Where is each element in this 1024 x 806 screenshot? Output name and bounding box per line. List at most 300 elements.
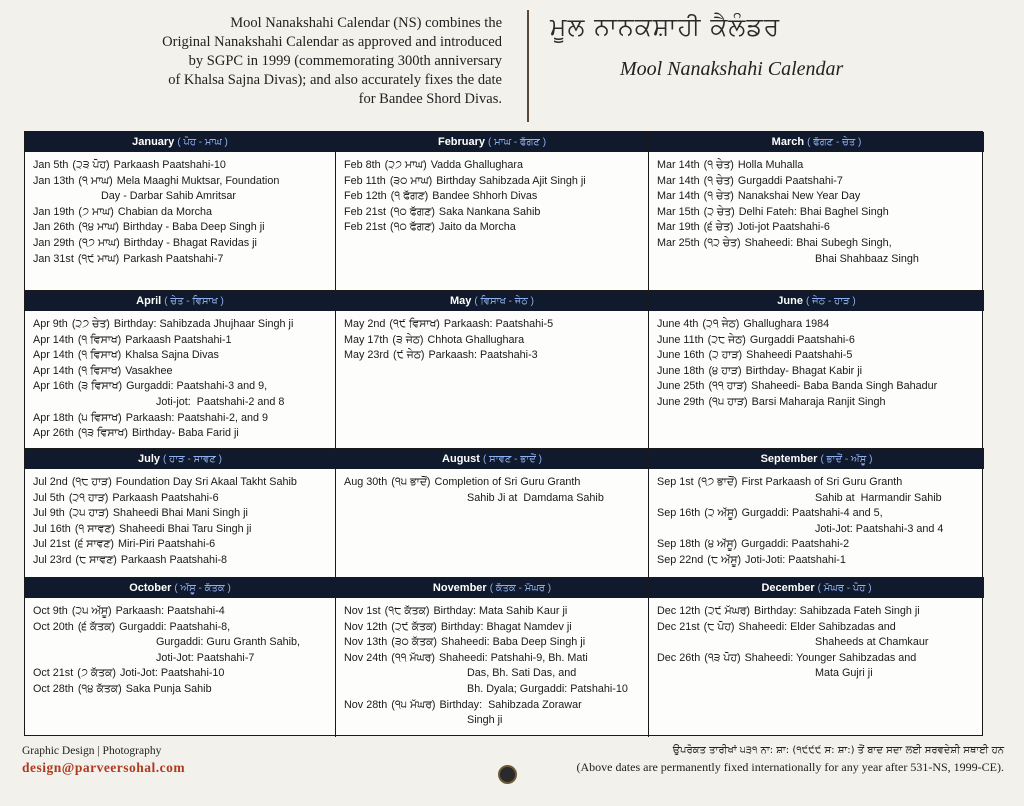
event-nanakshahi-date: (੮ ਸਾਵਣ) xyxy=(75,553,117,566)
event-date: Jul 5th xyxy=(33,491,65,504)
month-january xyxy=(25,132,336,291)
month-name: June xyxy=(777,295,803,307)
event-name: Parkaash: Paatshahi-4 xyxy=(115,605,225,617)
event-name: Gurgaddi Paatshahi-6 xyxy=(749,333,855,346)
month-name: October xyxy=(129,582,172,594)
event-list xyxy=(649,311,984,411)
event-nanakshahi-date: (੧੮ ਕੱਤਕ) xyxy=(384,605,430,617)
event-date: Mar 14th xyxy=(657,159,700,171)
event-nanakshahi-date: (੩ ਜੇਠ) xyxy=(392,333,424,346)
month-punjabi: ( ਮੱਘਰ - ਪੋਹ ) xyxy=(817,583,872,594)
event-row xyxy=(657,333,984,349)
event-name: Delhi Fateh: Bhai Baghel Singh xyxy=(738,205,889,218)
month-punjabi: ( ਫੱਗਣ - ਚੇਤ ) xyxy=(807,137,862,148)
event-date: Jan 5th xyxy=(33,159,69,171)
event-row xyxy=(33,426,335,442)
event-name: Sahib at Harmandir Sahib xyxy=(815,491,942,504)
event-date: Oct 20th xyxy=(33,620,74,633)
event-nanakshahi-date: (੧ ਵਿਸਾਖ) xyxy=(77,333,122,346)
month-punjabi: ( ਜੇਠ - ਹਾੜ ) xyxy=(805,296,856,307)
event-nanakshahi-date: (੧ ਸਾਵਣ) xyxy=(74,522,115,535)
event-name: Birthday: Mata Sahib Kaur ji xyxy=(433,605,568,617)
event-row xyxy=(344,317,648,333)
event-name: Holla Muhalla xyxy=(737,159,804,171)
event-row xyxy=(657,379,984,395)
month-may xyxy=(336,291,649,449)
month-july xyxy=(25,449,336,578)
event-row xyxy=(344,713,648,729)
event-date: Dec 21st xyxy=(657,620,700,633)
event-row xyxy=(344,698,648,714)
event-row xyxy=(33,189,335,205)
event-date: Mar 15th xyxy=(657,205,700,218)
event-row xyxy=(33,537,335,553)
event-row xyxy=(33,475,335,491)
event-row xyxy=(344,158,648,174)
event-list xyxy=(649,469,984,569)
event-nanakshahi-date: (੨੯ ਕੱਤਕ) xyxy=(391,620,437,633)
event-row xyxy=(344,635,648,651)
month-punjabi: ( ਚੇਤ - ਵਿਸਾਖ ) xyxy=(164,296,224,307)
calendar-description xyxy=(100,14,502,109)
event-name: Gurgaddi: Paatshahi-3 and 9, xyxy=(126,380,268,393)
event-row xyxy=(344,189,648,205)
event-row xyxy=(657,604,984,620)
month-name: August xyxy=(442,453,480,465)
event-date: Apr 14th xyxy=(33,364,74,377)
event-row xyxy=(657,236,984,252)
event-name: Das, Bh. Sati Das, and xyxy=(467,667,577,680)
month-header xyxy=(649,449,984,469)
event-nanakshahi-date: (੨ ਅੱਸੂ) xyxy=(704,507,738,520)
event-list xyxy=(25,311,335,442)
header-divider xyxy=(527,10,529,122)
event-name: Parkaash: Paatshahi-2, and 9 xyxy=(125,411,269,424)
event-nanakshahi-date: (੧ ਚੇਤ) xyxy=(703,159,734,171)
event-nanakshahi-date: (੩ ਵਿਸਾਖ) xyxy=(77,380,123,393)
event-row xyxy=(33,553,335,569)
event-nanakshahi-date: (੧੩ ਪੋਹ) xyxy=(704,651,741,664)
event-date: May 17th xyxy=(344,333,389,346)
event-date: Mar 14th xyxy=(657,190,700,203)
event-nanakshahi-date: (੨੭ ਮਾਘ) xyxy=(384,159,427,171)
event-row xyxy=(33,506,335,522)
month-november xyxy=(336,578,649,737)
month-header xyxy=(649,578,984,598)
month-header xyxy=(25,132,335,152)
event-nanakshahi-date: (੨੮ ਜੇਠ) xyxy=(707,333,746,346)
event-nanakshahi-date: (੧ ਵਿਸਾਖ) xyxy=(77,349,122,362)
hanging-hole xyxy=(498,765,517,784)
event-date: Nov 13th xyxy=(344,636,388,649)
event-name: Saka Punja Sahib xyxy=(125,682,212,695)
event-name: Shaheedi: Patshahi-9, Bh. Mati xyxy=(438,651,588,664)
event-nanakshahi-date: (੧੩ ਵਿਸਾਖ) xyxy=(77,427,128,440)
month-name: September xyxy=(760,453,818,465)
event-name: Gurgaddi: Paatshahi-8, xyxy=(119,620,231,633)
event-nanakshahi-date: (੧ ਚੇਤ) xyxy=(703,190,734,203)
event-row xyxy=(657,317,984,333)
event-date: Jul 9th xyxy=(33,507,65,520)
event-name: Shaheedi Paatshahi-5 xyxy=(746,349,853,362)
month-punjabi: ( ਕੱਤਕ - ਮੱਘਰ ) xyxy=(489,583,552,594)
event-nanakshahi-date: (੧੦ ਫੱਗਣ) xyxy=(390,205,435,218)
event-list xyxy=(25,152,335,267)
event-name: Shaheedi: Elder Sahibzadas and xyxy=(738,620,896,633)
event-name: Parkaash Paatshahi-8 xyxy=(120,553,228,566)
event-name: Shaheedi: Baba Deep Singh ji xyxy=(441,636,586,649)
event-row xyxy=(33,411,335,427)
event-nanakshahi-date: (੨੧ ਹਾੜ) xyxy=(68,491,109,504)
event-nanakshahi-date: (੧੯ ਵਿਸਾਖ) xyxy=(389,318,440,330)
event-row xyxy=(33,491,335,507)
event-nanakshahi-date: (੨ ਹਾੜ) xyxy=(708,349,743,362)
event-nanakshahi-date: (੫ ਵਿਸਾਖ) xyxy=(77,411,122,424)
event-row xyxy=(33,252,335,268)
event-nanakshahi-date: (੧ ਵਿਸਾਖ) xyxy=(77,364,122,377)
event-row xyxy=(657,635,984,651)
event-name: Mata Gujri ji xyxy=(815,667,873,680)
month-punjabi: ( ਸਾਵਣ - ਭਾਦੋਂ ) xyxy=(482,454,542,465)
event-row xyxy=(344,205,648,221)
event-name: Bhai Shahbaaz Singh xyxy=(815,252,919,265)
event-nanakshahi-date: (੧੯ ਮਾਘ) xyxy=(77,252,120,265)
event-nanakshahi-date: (੨੫ ਅੱਸੂ) xyxy=(71,605,112,617)
month-october xyxy=(25,578,336,737)
month-header xyxy=(336,132,648,152)
event-nanakshahi-date: (੪ ਹਾੜ) xyxy=(708,364,742,377)
description-line: Original Nanakshahi Calendar as approved and introduced xyxy=(162,34,502,50)
event-nanakshahi-date: (੧੭ ਮਾਘ) xyxy=(78,236,120,249)
month-september xyxy=(649,449,984,578)
month-header xyxy=(25,291,335,311)
event-list xyxy=(336,469,648,506)
event-nanakshahi-date: (੨੭ ਚੇਤ) xyxy=(71,318,110,330)
event-row xyxy=(33,236,335,252)
event-date: Jan 19th xyxy=(33,205,75,218)
event-list xyxy=(649,598,984,682)
event-row xyxy=(344,220,648,236)
event-list xyxy=(25,598,335,698)
event-name: Joti-Jot: Paatshahi-3 and 4 xyxy=(815,522,944,535)
event-name: Vasakhee xyxy=(125,364,173,377)
title-punjabi: ਮੂਲ ਨਾਨਕਸ਼ਾਹੀ ਕੈਲੰਡਰ xyxy=(550,12,781,41)
event-nanakshahi-date: (੭ ਮਾਘ) xyxy=(78,205,114,218)
event-row xyxy=(33,158,335,174)
event-name: Shaheedi- Baba Banda Singh Bahadur xyxy=(751,380,938,393)
event-date: Mar 14th xyxy=(657,174,700,187)
event-date: June 18th xyxy=(657,364,705,377)
event-date: June 25th xyxy=(657,380,705,393)
event-date: Feb 21st xyxy=(344,205,387,218)
footer-credits xyxy=(22,745,185,776)
event-date: Jul 23rd xyxy=(33,553,72,566)
event-name: Mela Maaghi Muktsar, Foundation xyxy=(116,174,280,187)
month-name: March xyxy=(771,136,805,148)
event-name: Shaheedi Bhai Mani Singh ji xyxy=(112,507,248,520)
event-name: Parkaash Paatshahi-10 xyxy=(113,159,226,171)
event-name: Singh ji xyxy=(467,714,503,727)
event-name: Parkaash: Paatshahi-5 xyxy=(443,318,554,330)
event-date: Sep 16th xyxy=(657,507,701,520)
event-date: Apr 14th xyxy=(33,333,74,346)
month-december xyxy=(649,578,984,737)
event-list xyxy=(25,469,335,569)
event-name: Completion of Sri Guru Granth xyxy=(434,476,581,488)
event-name: Miri-Piri Paatshahi-6 xyxy=(117,538,216,551)
event-date: Apr 9th xyxy=(33,318,68,330)
event-date: June 11th xyxy=(657,333,704,346)
event-row xyxy=(33,620,335,636)
event-name: Parkaash: Paatshahi-3 xyxy=(428,349,538,362)
event-name: Birthday - Bhagat Ravidas ji xyxy=(123,236,257,249)
event-nanakshahi-date: (੧੪ ਕੱਤਕ) xyxy=(77,682,122,695)
month-header xyxy=(336,449,648,469)
event-row xyxy=(657,666,984,682)
event-name: Barsi Maharaja Ranjit Singh xyxy=(751,395,886,408)
event-name: Jaito da Morcha xyxy=(438,221,516,234)
event-nanakshahi-date: (੬ ਸਾਵਣ) xyxy=(74,538,114,551)
event-date: Oct 9th xyxy=(33,605,68,617)
calendar-grid xyxy=(24,131,983,736)
event-row xyxy=(33,395,335,411)
event-row xyxy=(657,395,984,411)
event-nanakshahi-date: (੨੫ ਹਾੜ) xyxy=(68,507,109,520)
event-name: Shaheedi: Bhai Subegh Singh, xyxy=(744,236,892,249)
event-list xyxy=(336,311,648,364)
event-name: Gurgaddi: Guru Granth Sahib, xyxy=(156,636,301,649)
event-name: Parkash Paatshahi-7 xyxy=(123,252,224,265)
event-row xyxy=(657,364,984,380)
month-header xyxy=(336,291,648,311)
event-date: Apr 14th xyxy=(33,349,74,362)
month-header xyxy=(25,578,335,598)
event-nanakshahi-date: (੩੦ ਮਾਘ) xyxy=(389,174,433,187)
month-header xyxy=(25,449,335,469)
event-row xyxy=(33,348,335,364)
event-row xyxy=(657,348,984,364)
event-nanakshahi-date: (੮ ਅੱਸੂ) xyxy=(707,553,742,566)
event-row xyxy=(33,205,335,221)
event-name: Joti-Jot: Paatshahi-10 xyxy=(120,667,225,680)
note-english: (Above dates are permanently fixed internationally for any year after 531-NS, 1999-CE). xyxy=(576,760,1004,774)
event-nanakshahi-date: (੪ ਅੱਸੂ) xyxy=(704,538,738,551)
event-row xyxy=(33,682,335,698)
event-row xyxy=(344,604,648,620)
event-date: May 2nd xyxy=(344,318,386,330)
event-row xyxy=(657,205,984,221)
event-row xyxy=(657,220,984,236)
event-nanakshahi-date: (੧੭ ਭਾਦੋਂ) xyxy=(697,476,738,488)
event-name: Vadda Ghallughara xyxy=(430,159,523,171)
event-date: Jul 21st xyxy=(33,538,71,551)
event-date: Nov 28th xyxy=(344,698,388,711)
event-name: Birthday: Sahibzada Fateh Singh ji xyxy=(754,605,920,617)
event-date: June 29th xyxy=(657,395,705,408)
month-header xyxy=(649,291,984,311)
event-nanakshahi-date: (੧ ਮਾਘ) xyxy=(78,174,113,187)
contact-email[interactable]: design@parveersohal.com xyxy=(22,760,186,775)
month-name: May xyxy=(450,295,472,307)
event-row xyxy=(33,604,335,620)
event-list xyxy=(649,152,984,267)
event-date: Jan 26th xyxy=(33,221,75,234)
event-date: Feb 11th xyxy=(344,174,386,187)
event-name: Gurgaddi Paatshahi-7 xyxy=(737,174,843,187)
event-row xyxy=(657,651,984,667)
event-date: May 23rd xyxy=(344,349,390,362)
month-punjabi: ( ਪੋਹ - ਮਾਘ ) xyxy=(177,137,228,148)
event-name: Birthday- Bhagat Kabir ji xyxy=(745,364,863,377)
event-name: Parkaash Paatshahi-1 xyxy=(125,333,232,346)
month-march xyxy=(649,132,984,291)
event-nanakshahi-date: (੨੯ ਮੱਘਰ) xyxy=(704,605,751,617)
month-punjabi: ( ਵਿਸਾਖ - ਜੇਠ ) xyxy=(474,296,534,307)
event-name: Gurgaddi: Paatshahi-4 and 5, xyxy=(741,507,883,520)
description-line: for Bandee Shord Divas. xyxy=(358,91,502,107)
event-row xyxy=(657,620,984,636)
month-punjabi: ( ਹਾੜ - ਸਾਵਣ ) xyxy=(163,454,222,465)
event-row xyxy=(33,317,335,333)
event-nanakshahi-date: (੧੫ ਮੱਘਰ) xyxy=(391,698,436,711)
description-line: Mool Nanakshahi Calendar (NS) combines the xyxy=(230,15,502,31)
event-row xyxy=(657,553,984,569)
event-date: Feb 8th xyxy=(344,159,381,171)
event-name: Birthday- Baba Farid ji xyxy=(131,427,239,440)
event-row xyxy=(344,348,648,364)
event-date: Jan 29th xyxy=(33,236,75,249)
event-row xyxy=(344,666,648,682)
event-row xyxy=(33,651,335,667)
event-nanakshahi-date: (੧੧ ਮੱਘਰ) xyxy=(391,651,435,664)
event-date: June 4th xyxy=(657,318,699,330)
event-row xyxy=(33,364,335,380)
event-date: Sep 1st xyxy=(657,476,694,488)
event-name: Shaheedi Bhai Taru Singh ji xyxy=(118,522,252,535)
event-nanakshahi-date: (੧੨ ਚੇਤ) xyxy=(703,236,741,249)
event-date: Sep 22nd xyxy=(657,553,704,566)
month-february xyxy=(336,132,649,291)
event-name: Foundation Day Sri Akaal Takht Sahib xyxy=(115,476,297,488)
event-nanakshahi-date: (੧੫ ਭਾਦੋਂ) xyxy=(391,476,431,488)
event-date: Jul 16th xyxy=(33,522,71,535)
month-punjabi: ( ਅੱਸੂ - ਕੱਤਕ ) xyxy=(174,583,231,594)
event-date: Nov 12th xyxy=(344,620,388,633)
event-name: Shaheeds at Chamkaur xyxy=(815,636,929,649)
event-date: Jan 31st xyxy=(33,252,74,265)
month-name: February xyxy=(437,136,486,148)
event-nanakshahi-date: (੨੧ ਜੇਠ) xyxy=(702,318,740,330)
event-nanakshahi-date: (੨ ਚੇਤ) xyxy=(703,205,735,218)
event-nanakshahi-date: (੭ ਕੱਤਕ) xyxy=(77,667,117,680)
event-row xyxy=(657,506,984,522)
event-nanakshahi-date: (੩੦ ਕੱਤਕ) xyxy=(391,636,438,649)
event-nanakshahi-date: (੧੪ ਮਾਘ) xyxy=(78,221,119,234)
event-row xyxy=(33,220,335,236)
event-row xyxy=(33,333,335,349)
event-row xyxy=(33,379,335,395)
event-row xyxy=(657,475,984,491)
event-name: Bandee Shhorh Divas xyxy=(432,190,538,203)
event-name: Birthday: Sahibzada Jhujhaar Singh ji xyxy=(113,318,294,330)
event-nanakshahi-date: (੧ ਫੱਗਣ) xyxy=(390,190,429,203)
event-date: Mar 25th xyxy=(657,236,700,249)
event-date: Nov 24th xyxy=(344,651,388,664)
event-name: Bh. Dyala; Gurgaddi: Patshahi-10 xyxy=(467,682,628,695)
event-row xyxy=(344,651,648,667)
event-name: Parkaash Paatshahi-6 xyxy=(112,491,219,504)
event-name: Gurgaddi: Paatshahi-2 xyxy=(741,538,850,551)
event-date: Apr 18th xyxy=(33,411,74,424)
event-row xyxy=(344,333,648,349)
event-name: Shaheedi: Younger Sahibzadas and xyxy=(744,651,917,664)
event-name: Birthday: Sahibzada Zorawar xyxy=(439,698,582,711)
event-name: Joti-Jot: Paatshahi-7 xyxy=(156,651,255,664)
event-list xyxy=(336,152,648,236)
event-nanakshahi-date: (੧੫ ਹਾੜ) xyxy=(708,395,748,408)
event-name: Sahib Ji at Damdama Sahib xyxy=(467,491,604,504)
event-date: Apr 26th xyxy=(33,427,74,440)
event-nanakshahi-date: (੧੦ ਫੱਗਣ) xyxy=(390,221,435,234)
event-date: Feb 12th xyxy=(344,190,387,203)
event-row xyxy=(657,491,984,507)
event-date: Apr 16th xyxy=(33,380,74,393)
event-row xyxy=(657,252,984,268)
event-date: Dec 26th xyxy=(657,651,701,664)
month-header xyxy=(336,578,648,598)
event-name: Birthday Sahibzada Ajit Singh ji xyxy=(436,174,586,187)
event-nanakshahi-date: (੧੮ ਹਾੜ) xyxy=(71,476,112,488)
event-name: Chabian da Morcha xyxy=(117,205,213,218)
event-nanakshahi-date: (੬ ਕੱਤਕ) xyxy=(77,620,116,633)
event-name: Day - Darbar Sahib Amritsar xyxy=(101,190,237,203)
event-nanakshahi-date: (੧ ਚੇਤ) xyxy=(703,174,734,187)
event-name: Birthday: Bhagat Namdev ji xyxy=(440,620,572,633)
event-date: Aug 30th xyxy=(344,476,388,488)
event-date: Oct 28th xyxy=(33,682,74,695)
event-list xyxy=(336,598,648,729)
event-date: Jul 2nd xyxy=(33,476,68,488)
event-row xyxy=(657,537,984,553)
event-row xyxy=(344,174,648,190)
event-row xyxy=(344,491,648,507)
event-date: Sep 18th xyxy=(657,538,701,551)
description-line: of Khalsa Sajna Divas); and also accurately fixes the date xyxy=(168,72,502,88)
month-punjabi: ( ਭਾਦੋਂ - ਅੱਸੂ ) xyxy=(820,454,873,465)
event-date: Jan 13th xyxy=(33,174,75,187)
description-line: by SGPC in 1999 (commemorating 300th anniversary xyxy=(188,53,502,69)
month-punjabi: ( ਮਾਘ - ਫੱਗਣ ) xyxy=(488,137,547,148)
note-punjabi: ਉਪਰੋਕਤ ਤਾਰੀਖਾਂ ੫੩੧ ਨਾ: ਸ਼ਾ: (੧੯੯੯ ਸ: ਸ਼ਾ:) ਤੋਂ ਬਾਦ ਸਦਾ ਲਈ ਸਰਵਦੇਸ਼ੀ ਸਥਾਈ ਹਨ xyxy=(672,745,1004,756)
event-date: Oct 21st xyxy=(33,667,74,680)
event-row xyxy=(657,158,984,174)
event-name: Saka Nankana Sahib xyxy=(438,205,541,218)
month-june xyxy=(649,291,984,449)
event-row xyxy=(33,635,335,651)
month-april xyxy=(25,291,336,449)
month-name: December xyxy=(761,582,815,594)
month-august xyxy=(336,449,649,578)
event-nanakshahi-date: (੮ ਪੋਹ) xyxy=(703,620,735,633)
event-name: Ghallughara 1984 xyxy=(743,318,830,330)
event-row xyxy=(344,620,648,636)
event-date: Mar 19th xyxy=(657,221,700,234)
event-nanakshahi-date: (੨੩ ਪੋਹ) xyxy=(72,159,110,171)
month-name: July xyxy=(138,453,161,465)
month-header xyxy=(649,132,984,152)
event-date: June 16th xyxy=(657,349,705,362)
event-row xyxy=(657,189,984,205)
